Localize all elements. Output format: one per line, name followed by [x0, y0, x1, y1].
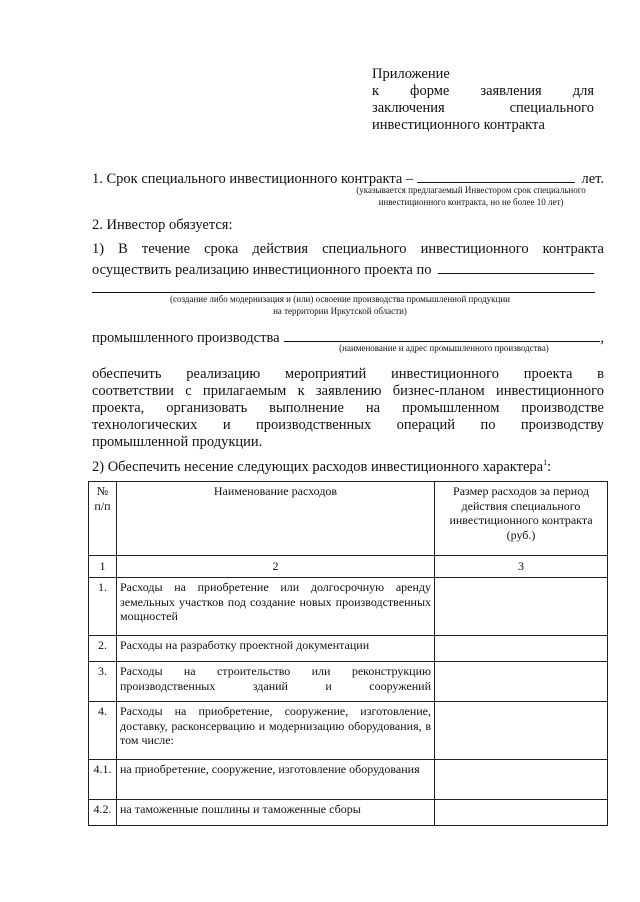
appendix-line-2 — [372, 83, 594, 100]
row-name: Расходы на разработку проектной документации — [117, 636, 435, 662]
paragraph-line: соответствии с прилагаемым к заявлению бизнес-планом инвестиционного — [92, 383, 604, 399]
paragraph-line: технологических и производственных операций по производству — [92, 417, 604, 433]
row-amount-cell[interactable] — [435, 578, 608, 636]
column-number-row — [89, 556, 608, 578]
contract-term-note — [340, 184, 602, 208]
project-note — [120, 293, 560, 317]
row-amount-cell[interactable] — [435, 702, 608, 760]
production-field[interactable] — [284, 327, 601, 342]
appendix-block — [372, 66, 594, 134]
colnum: 1 — [89, 556, 117, 578]
production-suffix: , — [600, 330, 604, 346]
section-2-heading: 2. Инвестор обязуется: — [92, 217, 233, 233]
table-row — [89, 760, 608, 800]
contract-term-label: 1. Срок специального инвестиционного контракта – — [92, 171, 414, 187]
production-label: промышленного производства — [92, 330, 280, 346]
appendix-line-4: инвестиционного контракта — [372, 117, 545, 133]
contract-term-field[interactable] — [417, 168, 575, 183]
table-row — [89, 800, 608, 826]
project-field[interactable] — [438, 259, 594, 274]
production-note: (наименование и адрес промышленного производства) — [339, 343, 549, 353]
appendix-word: для — [572, 83, 594, 99]
header-amount: Размер расходов за период действия специального инвестиционного контракта (руб.) — [435, 482, 608, 556]
note-line: на территории Иркутской области) — [273, 306, 407, 316]
row-amount-cell[interactable] — [435, 760, 608, 800]
paragraph-line: проекта, организовать выполнение на промышленном производстве — [92, 400, 604, 416]
row-num: 1. — [89, 578, 117, 636]
note-line: (создание либо модернизация и (или) освоение производства промышленной продукции — [170, 294, 510, 304]
row-name: Расходы на приобретение или долгосрочную аренду земельных участков под создание новых производственных мощностей — [117, 578, 435, 636]
row-num: 3. — [89, 662, 117, 702]
item-2-tail: : — [547, 459, 552, 475]
table-header-row — [89, 482, 608, 556]
header-num: № п/п — [89, 482, 117, 556]
item-1-line-2 — [92, 259, 604, 279]
item-1-text: осуществить реализацию инвестиционного проекта по — [92, 262, 432, 278]
appendix-word: специального — [509, 100, 594, 116]
appendix-line-3 — [372, 100, 594, 117]
table-row — [89, 702, 608, 760]
table-row — [89, 662, 608, 702]
appendix-word: заявления — [480, 83, 542, 99]
expenses-table — [88, 481, 608, 826]
table-row — [89, 578, 608, 636]
contract-term-suffix: лет. — [581, 171, 604, 187]
row-num: 4.2. — [89, 800, 117, 826]
appendix-title: Приложение — [372, 66, 450, 82]
row-num: 4. — [89, 702, 117, 760]
row-amount-cell[interactable] — [435, 662, 608, 702]
colnum: 2 — [117, 556, 435, 578]
appendix-word: форме — [410, 83, 450, 99]
row-num: 4.1. — [89, 760, 117, 800]
row-name: на таможенные пошлины и таможенные сборы — [117, 800, 435, 826]
paragraph-line: промышленной продукции. — [92, 434, 263, 450]
item-2-text: 2) Обеспечить несение следующих расходов инвестиционного характера — [92, 459, 544, 475]
footnote-mark: 1 — [543, 458, 548, 468]
item-1-line-1: 1) В течение срока действия специального инвестиционного контракта — [92, 241, 604, 257]
item-2-line — [92, 459, 551, 476]
row-name: Расходы на приобретение, сооружение, изготовление, доставку, расконсервацию и модернизацию оборудования, в том числе: — [117, 702, 435, 760]
note-line: инвестиционного контракта, но не более 10 лет) — [378, 197, 564, 207]
row-name: Расходы на строительство или реконструкцию производственных зданий и сооружений — [117, 662, 435, 702]
appendix-word: заключения — [372, 100, 445, 116]
appendix-word: к — [372, 83, 380, 99]
paragraph-line: обеспечить реализацию мероприятий инвестиционного проекта в — [92, 366, 604, 382]
row-amount-cell[interactable] — [435, 636, 608, 662]
row-name: на приобретение, сооружение, изготовление оборудования — [117, 760, 435, 800]
colnum: 3 — [435, 556, 608, 578]
table-row — [89, 636, 608, 662]
header-name: Наименование расходов — [117, 482, 435, 556]
row-amount-cell[interactable] — [435, 800, 608, 826]
note-line: (указывается предлагаемый Инвестором срок специального — [356, 185, 586, 195]
obligation-paragraph — [92, 366, 604, 451]
row-num: 2. — [89, 636, 117, 662]
